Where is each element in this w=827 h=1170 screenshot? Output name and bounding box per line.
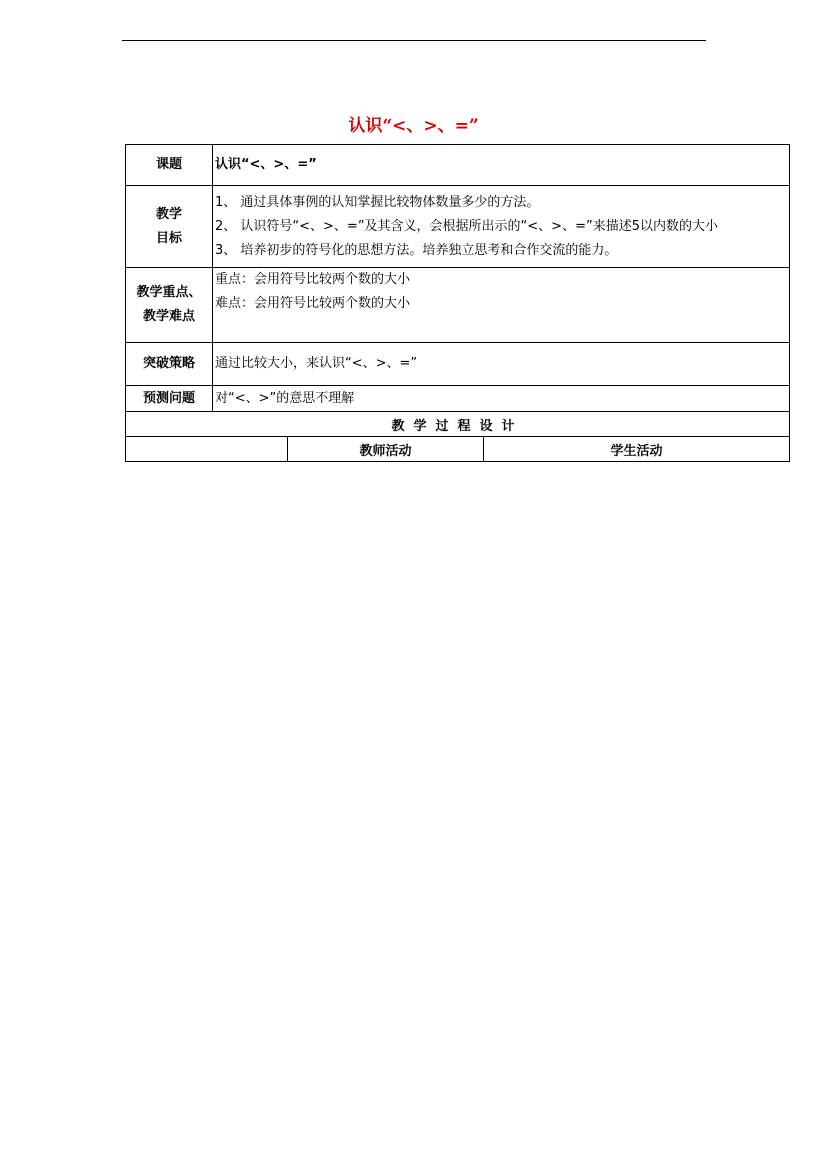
goals-label-line2: 目标 [155, 230, 182, 246]
row-goals [126, 186, 790, 268]
topic-value: 认识“<、>、=” [213, 145, 790, 186]
key-points-label-line1: 教学重点、 [136, 285, 202, 300]
row-column-headers [126, 437, 790, 462]
key-point-item: 难点：会用符号比较两个数的大小 [215, 296, 411, 311]
row-process-title [126, 412, 790, 437]
goal-item: 1、 通过具体事例的认知掌握比较物体数量多少的方法。 [215, 194, 540, 210]
row-anticipated [126, 386, 790, 412]
anticipated-label: 预测问题 [126, 386, 213, 412]
lesson-plan-table [125, 144, 790, 462]
key-points-label-line2: 教学难点 [142, 309, 195, 324]
column-header-student: 学生活动 [484, 437, 790, 462]
anticipated-value: 对“<、>”的意思不理解 [213, 386, 790, 412]
row-key-points [126, 268, 790, 343]
key-points-content [213, 268, 790, 343]
goals-label [126, 186, 213, 268]
column-header-teacher: 教师活动 [288, 437, 484, 462]
process-title: 教学过程设计 [126, 412, 790, 437]
header-rule [122, 40, 706, 41]
strategy-label: 突破策略 [126, 343, 213, 386]
goal-item: 3、 培养初步的符号化的思想方法。培养独立思考和合作交流的能力。 [215, 242, 618, 258]
goals-content [213, 186, 790, 268]
goal-item: 2、 认识符号“<、>、=”及其含义，会根据所出示的“<、>、=”来描述5以内数的大小 [215, 218, 718, 234]
column-header-blank [126, 437, 288, 462]
row-strategy [126, 343, 790, 386]
row-topic [126, 145, 790, 186]
document-title: 认识“<、>、=” [348, 116, 479, 136]
key-points-label [126, 268, 213, 343]
strategy-value: 通过比较大小，来认识“<、>、=” [213, 343, 790, 386]
key-point-item: 重点：会用符号比较两个数的大小 [215, 272, 411, 287]
topic-label: 课题 [126, 145, 213, 186]
goals-label-line1: 教学 [155, 206, 182, 222]
